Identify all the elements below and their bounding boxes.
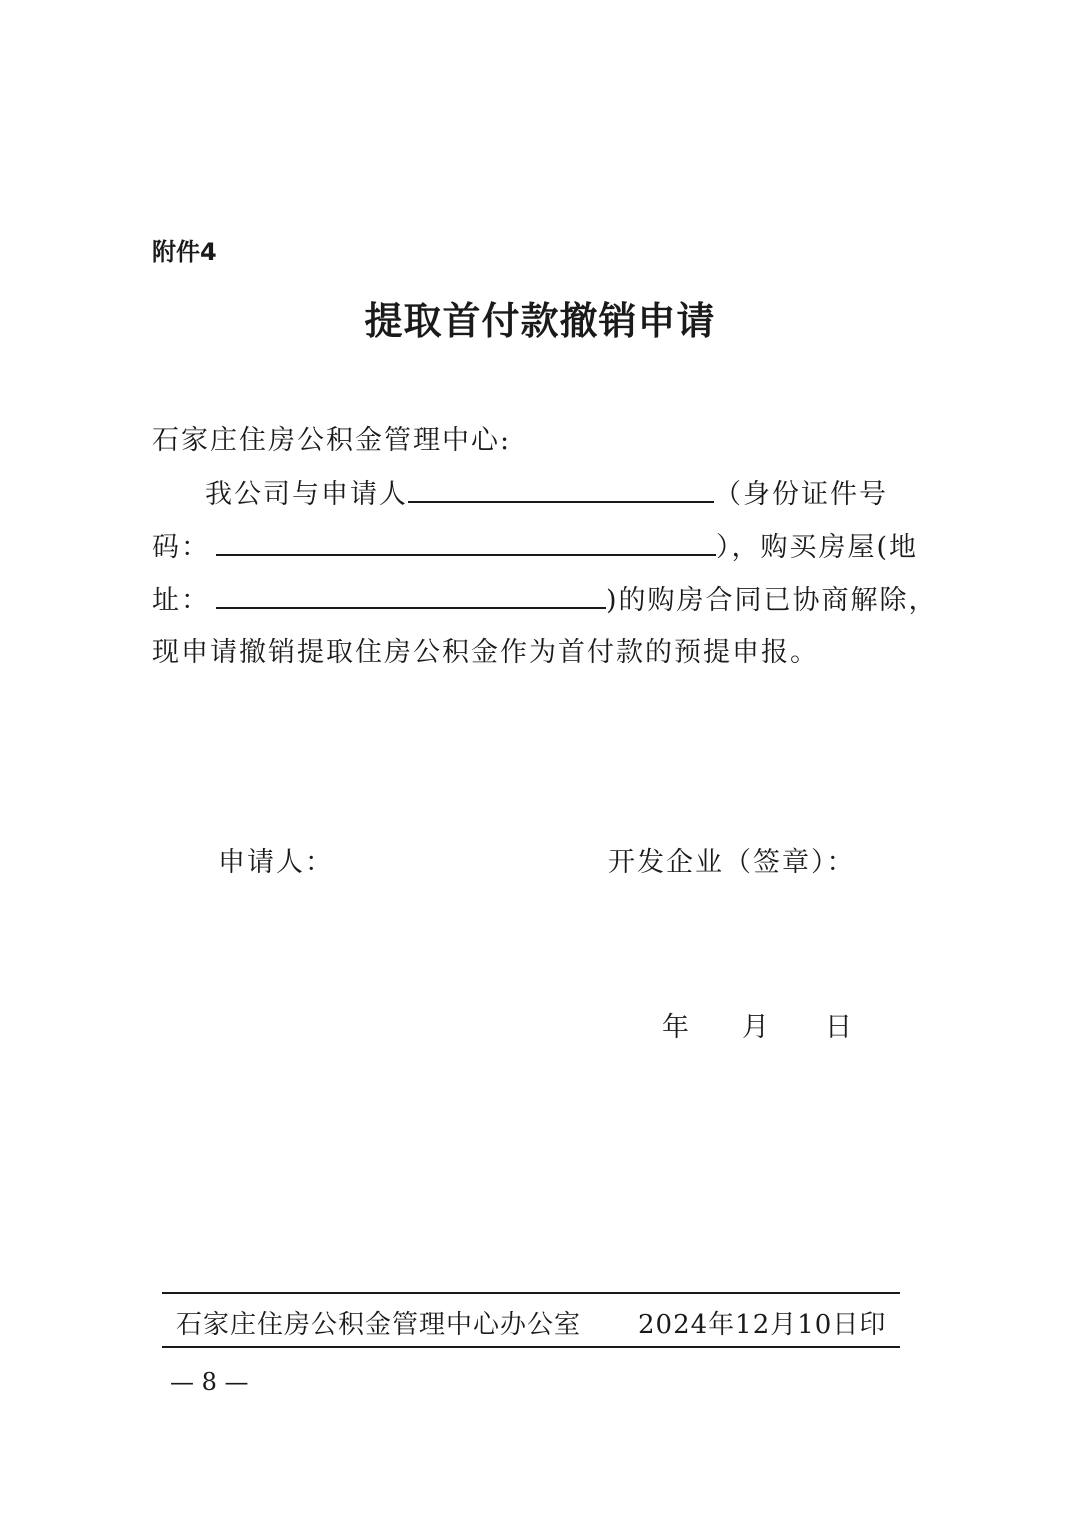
body-line-1-suffix: （身份证件号 bbox=[714, 479, 888, 510]
body-line-3-prefix: 址： bbox=[152, 585, 210, 616]
attachment-label: 附件4 bbox=[152, 238, 217, 266]
id-number-blank[interactable] bbox=[216, 532, 716, 556]
body-line-3 bbox=[152, 578, 938, 617]
footer-issuer: 石家庄住房公积金管理中心办公室 bbox=[176, 1310, 582, 1340]
applicant-name-blank[interactable] bbox=[408, 479, 714, 503]
date-year: 年 bbox=[662, 1012, 691, 1043]
body-line-2-prefix: 码： bbox=[152, 532, 210, 563]
body-line-1-prefix: 我公司与申请人 bbox=[205, 479, 408, 510]
body-line-1 bbox=[205, 472, 888, 511]
body-line-2 bbox=[152, 525, 918, 564]
body-line-3-suffix: )的购房合同已协商解除， bbox=[606, 585, 938, 616]
address-blank[interactable] bbox=[216, 585, 606, 609]
date-month: 月 bbox=[742, 1012, 771, 1043]
page-number: — 8 — bbox=[170, 1368, 249, 1396]
body-line-2-suffix: ），购买房屋(地 bbox=[716, 532, 919, 563]
addressee: 石家庄住房公积金管理中心: bbox=[152, 425, 512, 456]
footer-print-date: 2024年12月10日印 bbox=[638, 1310, 887, 1340]
footer-top-rule bbox=[162, 1292, 900, 1294]
body-line-4: 现申请撤销提取住房公积金作为首付款的预提申报。 bbox=[152, 637, 819, 668]
developer-seal-label: 开发企业（签章）： bbox=[608, 847, 856, 878]
document-title: 提取首付款撤销申请 bbox=[364, 299, 716, 343]
footer-bottom-rule bbox=[162, 1346, 900, 1348]
date-day: 日 bbox=[825, 1012, 854, 1043]
applicant-signature-label: 申请人： bbox=[218, 847, 334, 878]
